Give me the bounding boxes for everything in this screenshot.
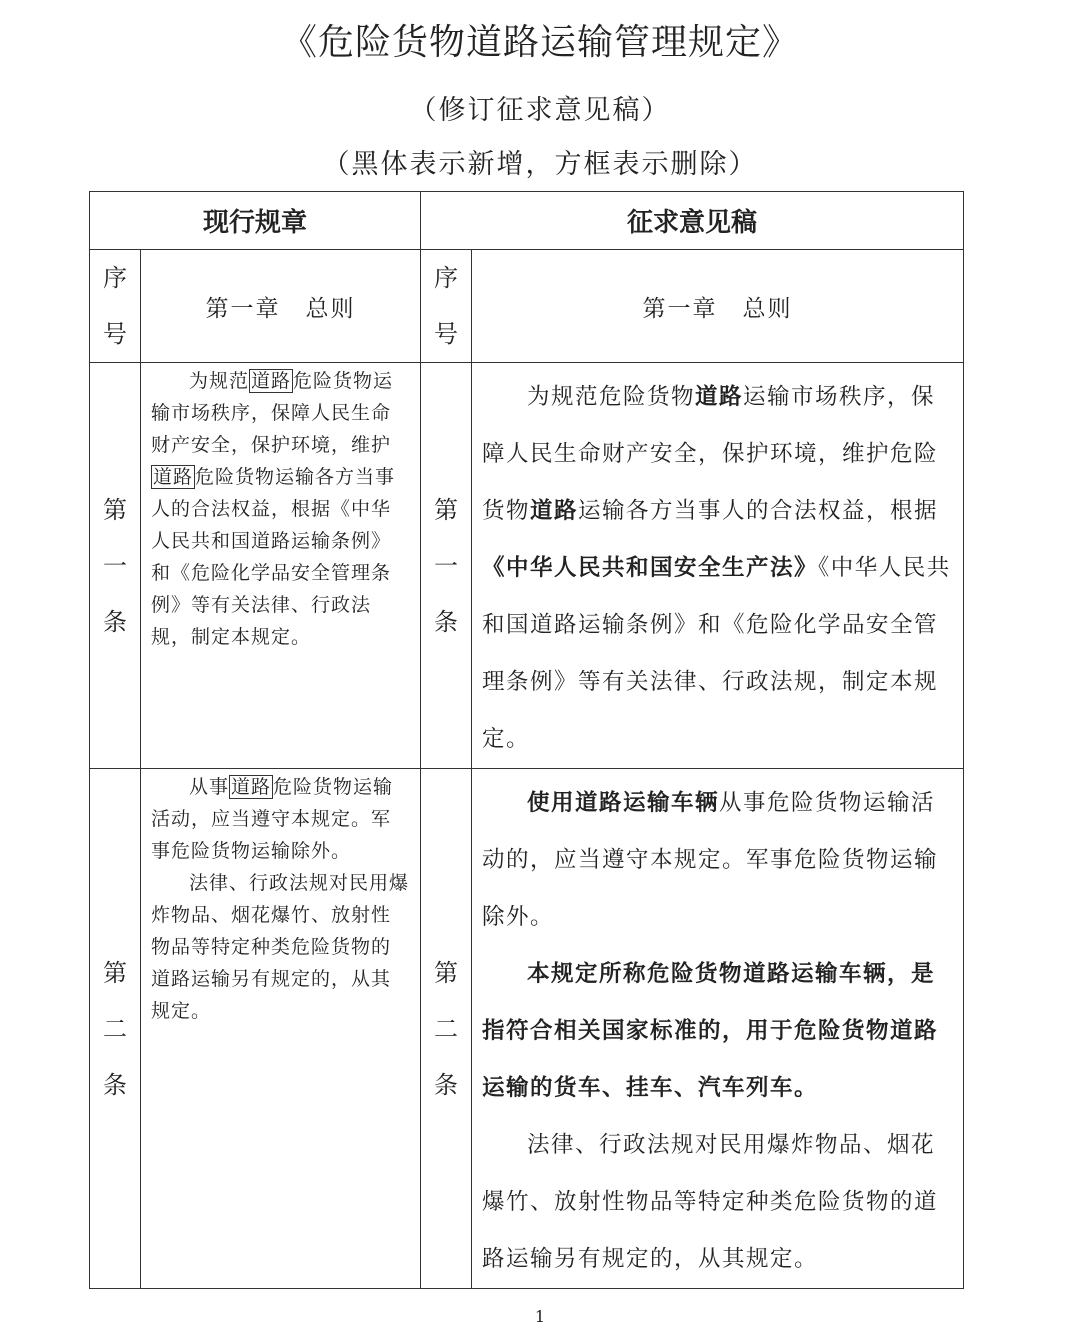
article-2-number-current	[90, 769, 141, 1289]
comparison-table	[89, 191, 964, 1289]
text-run: 《中华人民共和国道路运输条例》和《危险化学品安全管理条例》等有关法律、行政法规，制定本规定。	[482, 555, 951, 752]
article-number-char: 第	[434, 495, 459, 524]
text-run: 危险货物运输市场秩序，保障人民生命财产安全，保护环境，维护	[151, 370, 394, 456]
text-run: 危险货物运输各方当事人的合法权益，根据《中华人民共和国道路运输条例》和《危险化学品安全管理条例》等有关法律、行政法规，制定本规定。	[151, 466, 396, 648]
article-number-char: 一	[434, 551, 459, 580]
article-number-char: 条	[103, 607, 127, 636]
added-text: 《中华人民共和国安全生产法》	[482, 555, 819, 581]
chapter-row	[90, 250, 964, 363]
chapter-heading-current: 第一章 总则	[141, 250, 421, 363]
header-draft: 征求意见稿	[421, 192, 964, 250]
header-row	[90, 192, 964, 250]
deleted-text: 道路	[231, 776, 272, 798]
text-run: 危险货物运输活动，应当遵守本规定。军事危险货物运输除外。	[151, 776, 394, 862]
deleted-text: 道路	[153, 466, 194, 488]
article-1-number-draft	[421, 363, 472, 769]
article-number-char: 第	[103, 495, 127, 524]
article-2-number-draft	[421, 769, 472, 1289]
article-number-char: 第	[103, 958, 127, 987]
paragraph: 法律、行政法规对民用爆炸物品、烟花爆竹、放射性物品等特定种类危险货物的道路运输另有规定的，从其规定。	[482, 1132, 939, 1272]
added-paragraph: 本规定所称危险货物道路运输车辆，是指符合相关国家标准的，用于危险货物道路运输的货车、挂车、汽车列车。	[482, 961, 939, 1101]
article-number-char: 二	[434, 1014, 459, 1043]
article-number-char: 条	[434, 1070, 459, 1099]
article-1-row	[90, 363, 964, 769]
seq-label-current	[90, 250, 141, 363]
seq-label-char: 号	[103, 320, 127, 348]
article-2-draft-text	[472, 769, 964, 1289]
article-number-char: 条	[103, 1070, 127, 1099]
chapter-heading-draft: 第一章 总则	[472, 250, 964, 363]
added-text: 道路	[695, 384, 744, 410]
document-title: 《危险货物道路运输管理规定》	[280, 22, 799, 63]
paragraph: 法律、行政法规对民用爆炸物品、烟花爆竹、放射性物品等特定种类危险货物的道路运输另有规定的，从其规定。	[151, 872, 410, 1022]
document-subtitle: （修订征求意见稿）	[409, 95, 671, 126]
article-1-number-current	[90, 363, 141, 769]
article-2-current-text	[141, 769, 421, 1289]
article-number-char: 第	[434, 958, 459, 987]
header-current-regulation: 现行规章	[90, 192, 421, 250]
text-run: 从事危险货物运输活动的，应当遵守本规定。军事危险货物运输除外。	[482, 790, 939, 930]
seq-label-char: 号	[434, 320, 459, 348]
text-run: 为规范危险货物	[527, 384, 696, 410]
seq-label-char: 序	[103, 264, 127, 292]
text-run: 从事	[189, 776, 230, 798]
article-1-current-text	[141, 363, 421, 769]
text-run: 运输各方当事人的合法权益，根据	[578, 498, 939, 524]
article-number-char: 条	[434, 607, 459, 636]
seq-label-draft	[421, 250, 472, 363]
added-text: 道路	[530, 498, 579, 524]
page-number: 1	[534, 1307, 546, 1326]
text-run: 运输市场秩序，保障人民生命财产安全，保护环境，维护危险货物	[482, 384, 939, 524]
text-run: 为规范	[189, 370, 250, 392]
article-number-char: 一	[103, 551, 127, 580]
seq-label-char: 序	[434, 264, 459, 292]
article-1-draft-text	[472, 363, 964, 769]
article-2-row	[90, 769, 964, 1289]
article-number-char: 二	[103, 1014, 127, 1043]
legend-note: （黑体表示新增，方框表示删除）	[322, 149, 758, 180]
added-text: 使用道路运输车辆	[527, 790, 720, 816]
deleted-text: 道路	[251, 370, 292, 392]
